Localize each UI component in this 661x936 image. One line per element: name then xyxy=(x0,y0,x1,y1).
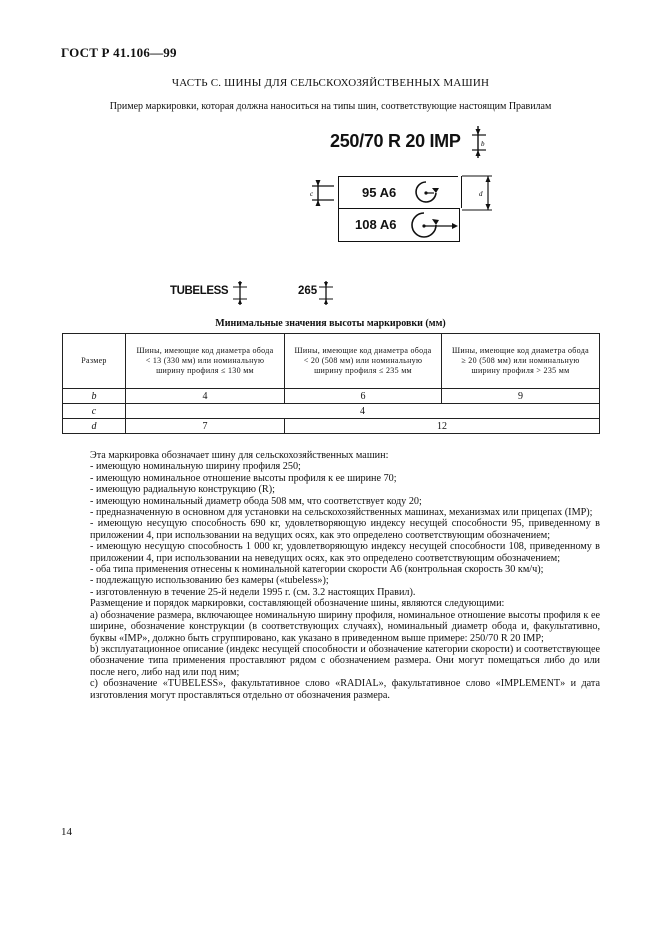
svg-text:d: d xyxy=(479,190,483,198)
table-header-small: Шины, имеющие код диаметра обода < 13 (330 мм) или номинальную ширину профиля ≤ 130 мм xyxy=(126,334,285,389)
paragraph: Размещение и порядок маркировки, составляющей обозначение шины, являются следующими: xyxy=(90,598,505,610)
list-item: - имеющую несущую способность 1 000 кг, удовлетворяющую индексу несущей способности 108, приведенному в приложении 4, при использовании на неведущих осях, как это определено соответствующим обозначением; xyxy=(90,541,600,564)
list-item: - имеющую несущую способность 690 кг, удовлетворяющую индексу несущей способности 95, приведенному в приложении 4, при использовании на ведущих осях, как это определено соответствующим обозначением; xyxy=(90,518,600,541)
dimension-c-icon xyxy=(232,280,248,306)
body-text xyxy=(90,450,600,701)
table-row xyxy=(63,389,600,404)
part-title: ЧАСТЬ С. ШИНЫ ДЛЯ СЕЛЬСКОХОЗЯЙСТВЕННЫХ МАШИН xyxy=(171,77,490,89)
marking-height-table xyxy=(62,333,600,434)
dimension-c-icon xyxy=(318,280,334,306)
rotation-arrow-icon xyxy=(412,179,442,207)
row-label: c xyxy=(63,404,126,419)
row-label: d xyxy=(63,419,126,434)
svg-text:c: c xyxy=(310,190,314,198)
manufacture-week-marking: 265 xyxy=(298,285,318,297)
list-item: - имеющую номинальное отношение высоты профиля к ее ширине 70; xyxy=(90,472,397,484)
table-cell: 7 xyxy=(126,419,285,434)
service-description-1: 95 A6 xyxy=(362,185,397,200)
table-header-row xyxy=(63,334,600,389)
table-cell: 4 xyxy=(126,404,600,419)
table-header-large: Шины, имеющие код диаметра обода ≥ 20 (508 мм) или номинальную ширину профиля > 235 мм xyxy=(442,334,600,389)
dimension-c-icon xyxy=(310,178,336,210)
list-item: - оба типа применения отнесены к номинальной категории скорости А6 (контрольная скорость 30 км/ч); xyxy=(90,564,544,576)
list-item: - имеющую радиальную конструкцию (R); xyxy=(90,484,275,496)
dimension-d-icon xyxy=(462,172,496,216)
table-header-medium: Шины, имеющие код диаметра обода < 20 (508 мм) или номинальную ширину профиля ≤ 235 мм xyxy=(285,334,442,389)
row-label: b xyxy=(63,389,126,404)
rotation-arrow-icon xyxy=(408,210,460,240)
list-item: - подлежащую использованию без камеры («tubeless»); xyxy=(90,575,329,587)
paragraph: а) обозначение размера, включающее номинальную ширину профиля, номинальное отношение высоты профиля к ее ширине, обозначение конструкции (в соответствующих случаях), номинальный диаметр обода и, факультативно, буквы «IMP», должно быть сгруппировано, как указано в приведенном выше примере: 250/70 R 20 IMP; xyxy=(90,609,600,644)
paragraph: b) эксплуатационное описание (индекс несущей способности и обозначение категории скорости) и соответствующее обозначение типа применения проставляют рядом с обозначением размера. Они могут помещаться либо до или после него, либо над или под ним; xyxy=(90,643,600,678)
table-cell: 12 xyxy=(285,419,600,434)
page-number: 14 xyxy=(61,826,72,838)
dim-b-label: b xyxy=(481,140,485,148)
paragraph: Эта маркировка обозначает шину для сельскохозяйственных машин: xyxy=(90,450,389,461)
example-caption: Пример маркировки, которая должна наноситься на типы шин, соответствующие настоящим Правилам xyxy=(109,101,552,112)
dimension-b-icon xyxy=(470,124,490,160)
standard-header: ГОСТ Р 41.106—99 xyxy=(61,45,177,60)
table-cell: 6 xyxy=(285,389,442,404)
paragraph: с) обозначение «TUBELESS», факультативное слово «RADIAL», факультативное слово «IMPLEMENT» и дата изготовления могут проставляться отдельно от обозначения размера. xyxy=(90,678,600,701)
table-cell: 9 xyxy=(442,389,600,404)
tubeless-marking: TUBELESS xyxy=(170,285,229,297)
table-title: Минимальные значения высоты маркировки (мм) xyxy=(215,318,446,329)
list-item: - имеющую номинальную ширину профиля 250; xyxy=(90,461,301,473)
size-marking: 250/70 R 20 IMP xyxy=(330,131,461,151)
table-row xyxy=(63,404,600,419)
table-row xyxy=(63,419,600,434)
list-item: - предназначенную в основном для установки на сельскохозяйственных машинах, механизмах или прицепах (IMP); xyxy=(90,507,593,519)
service-description-2: 108 A6 xyxy=(355,217,397,232)
list-item: - имеющую номинальный диаметр обода 508 мм, что соответствует коду 20; xyxy=(90,495,422,507)
table-header-size: Размер xyxy=(63,334,126,389)
table-cell: 4 xyxy=(126,389,285,404)
list-item: - изготовленную в течение 25-й недели 1995 г. (см. 3.2 настоящих Правил). xyxy=(90,586,416,598)
